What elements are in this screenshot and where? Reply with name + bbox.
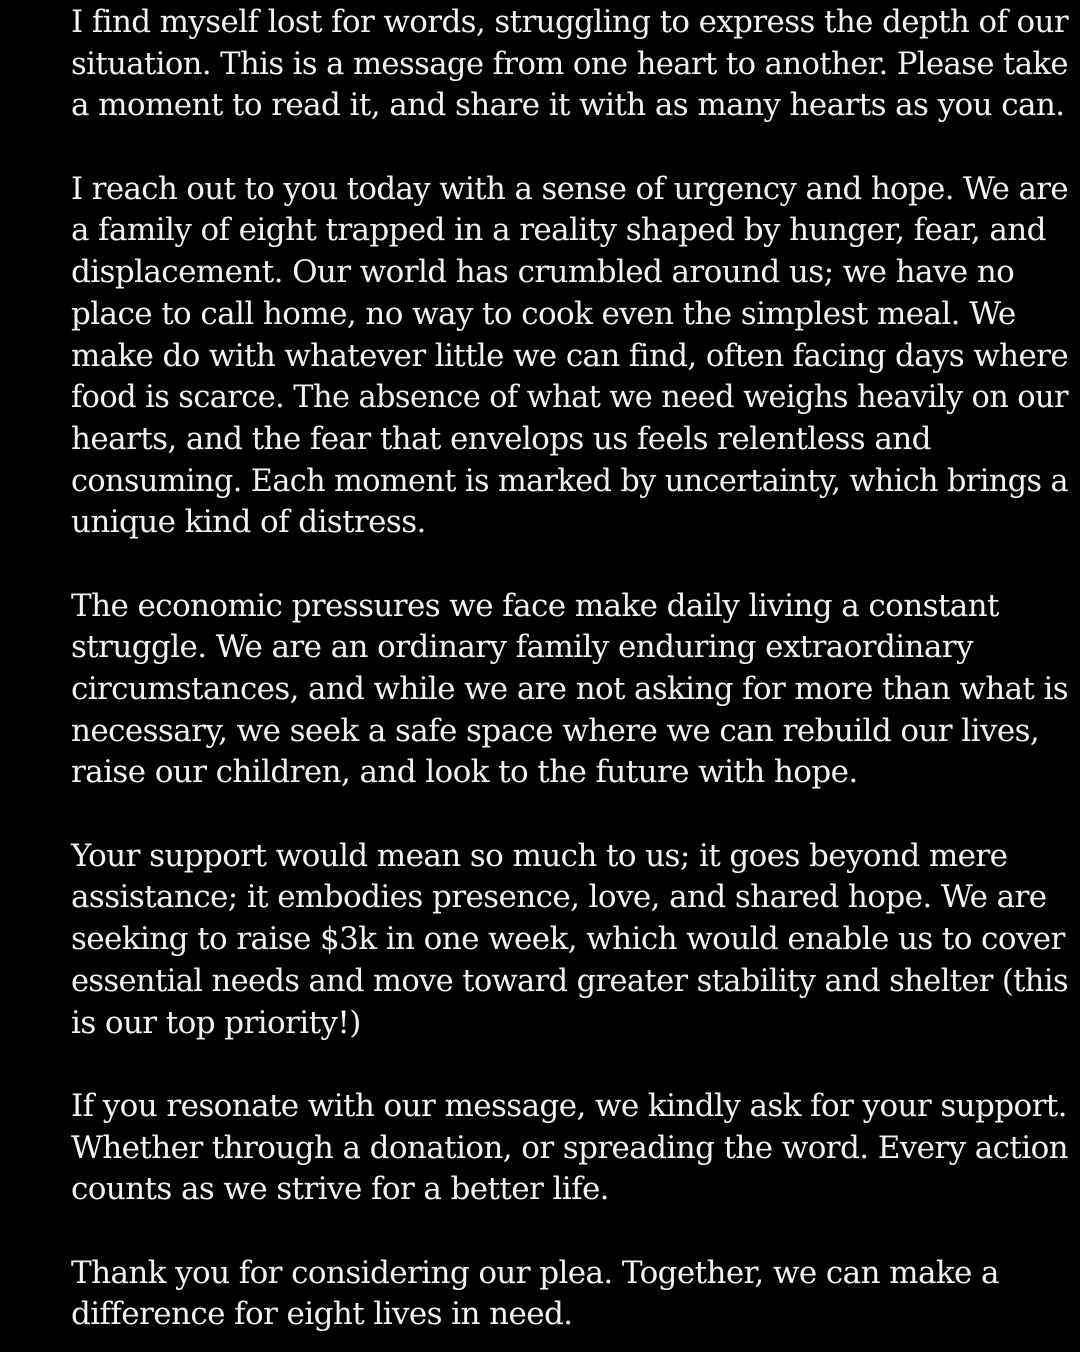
text-line: raise our children, and look to the future with hope. <box>71 754 858 791</box>
paragraph-intro <box>71 2 1069 127</box>
text-line: Thank you for considering our plea. Together, we can make a <box>71 1254 999 1291</box>
text-line: The economic pressures we face make daily living a constant <box>71 587 999 624</box>
paragraph-support <box>71 836 1068 1044</box>
text-line: I reach out to you today with a sense of urgency and hope. We are <box>71 170 1069 207</box>
text-line: struggle. We are an ordinary family enduring extraordinary <box>71 629 973 666</box>
text-line: circumstances, and while we are not asking for more than what is <box>71 671 1068 707</box>
paragraph-spacer <box>71 127 1060 169</box>
text-line: situation. This is a message from one heart to another. Please take <box>71 45 1068 82</box>
text-line: hearts, and the fear that envelops us feels relentless and <box>71 420 931 457</box>
text-line: place to call home, no way to cook even the simplest meal. We <box>71 295 1016 332</box>
text-line: seeking to raise $3k in one week, which would enable us to cover <box>71 921 1065 958</box>
paragraph-spacer <box>71 1211 1060 1253</box>
text-line: make do with whatever little we can find, often facing days where <box>71 337 1069 374</box>
text-line: assistance; it embodies presence, love, and shared hope. We are <box>71 879 1047 916</box>
text-line: Whether through a donation, or spreading the word. Every action <box>71 1129 1069 1166</box>
text-line: unique kind of distress. <box>71 504 426 541</box>
text-line: If you resonate with our message, we kindly ask for your support. <box>71 1087 1067 1124</box>
paragraph-spacer <box>71 794 1060 836</box>
paragraph-spacer <box>71 1044 1060 1086</box>
letter-page <box>0 2 1080 1352</box>
text-line: a family of eight trapped in a reality shaped by hunger, fear, and <box>71 212 1046 249</box>
text-line: displacement. Our world has crumbled around us; we have no <box>71 254 1015 291</box>
text-line: necessary, we seek a safe space where we can rebuild our lives, <box>71 712 1040 749</box>
text-line: counts as we strive for a better life. <box>71 1171 609 1208</box>
text-line: is our top priority!) <box>71 1004 361 1041</box>
paragraph-situation <box>71 169 1069 544</box>
paragraph-request <box>71 1086 1069 1211</box>
paragraph-closing <box>71 1253 1060 1336</box>
paragraph-spacer <box>71 544 1060 586</box>
paragraph-economic <box>71 586 1068 794</box>
text-line: food is scarce. The absence of what we need weighs heavily on our <box>71 379 1068 416</box>
text-line: Your support would mean so much to us; it goes beyond mere <box>71 837 1008 874</box>
text-line: a moment to read it, and share it with as many hearts as you can. <box>71 87 1065 124</box>
text-line: I find myself lost for words, struggling to express the depth of our <box>71 4 1069 40</box>
text-line: difference for eight lives in need. <box>71 1296 573 1333</box>
text-line: essential needs and move toward greater stability and shelter (this <box>71 962 1068 999</box>
text-line: consuming. Each moment is marked by uncertainty, which brings a <box>71 462 1068 499</box>
